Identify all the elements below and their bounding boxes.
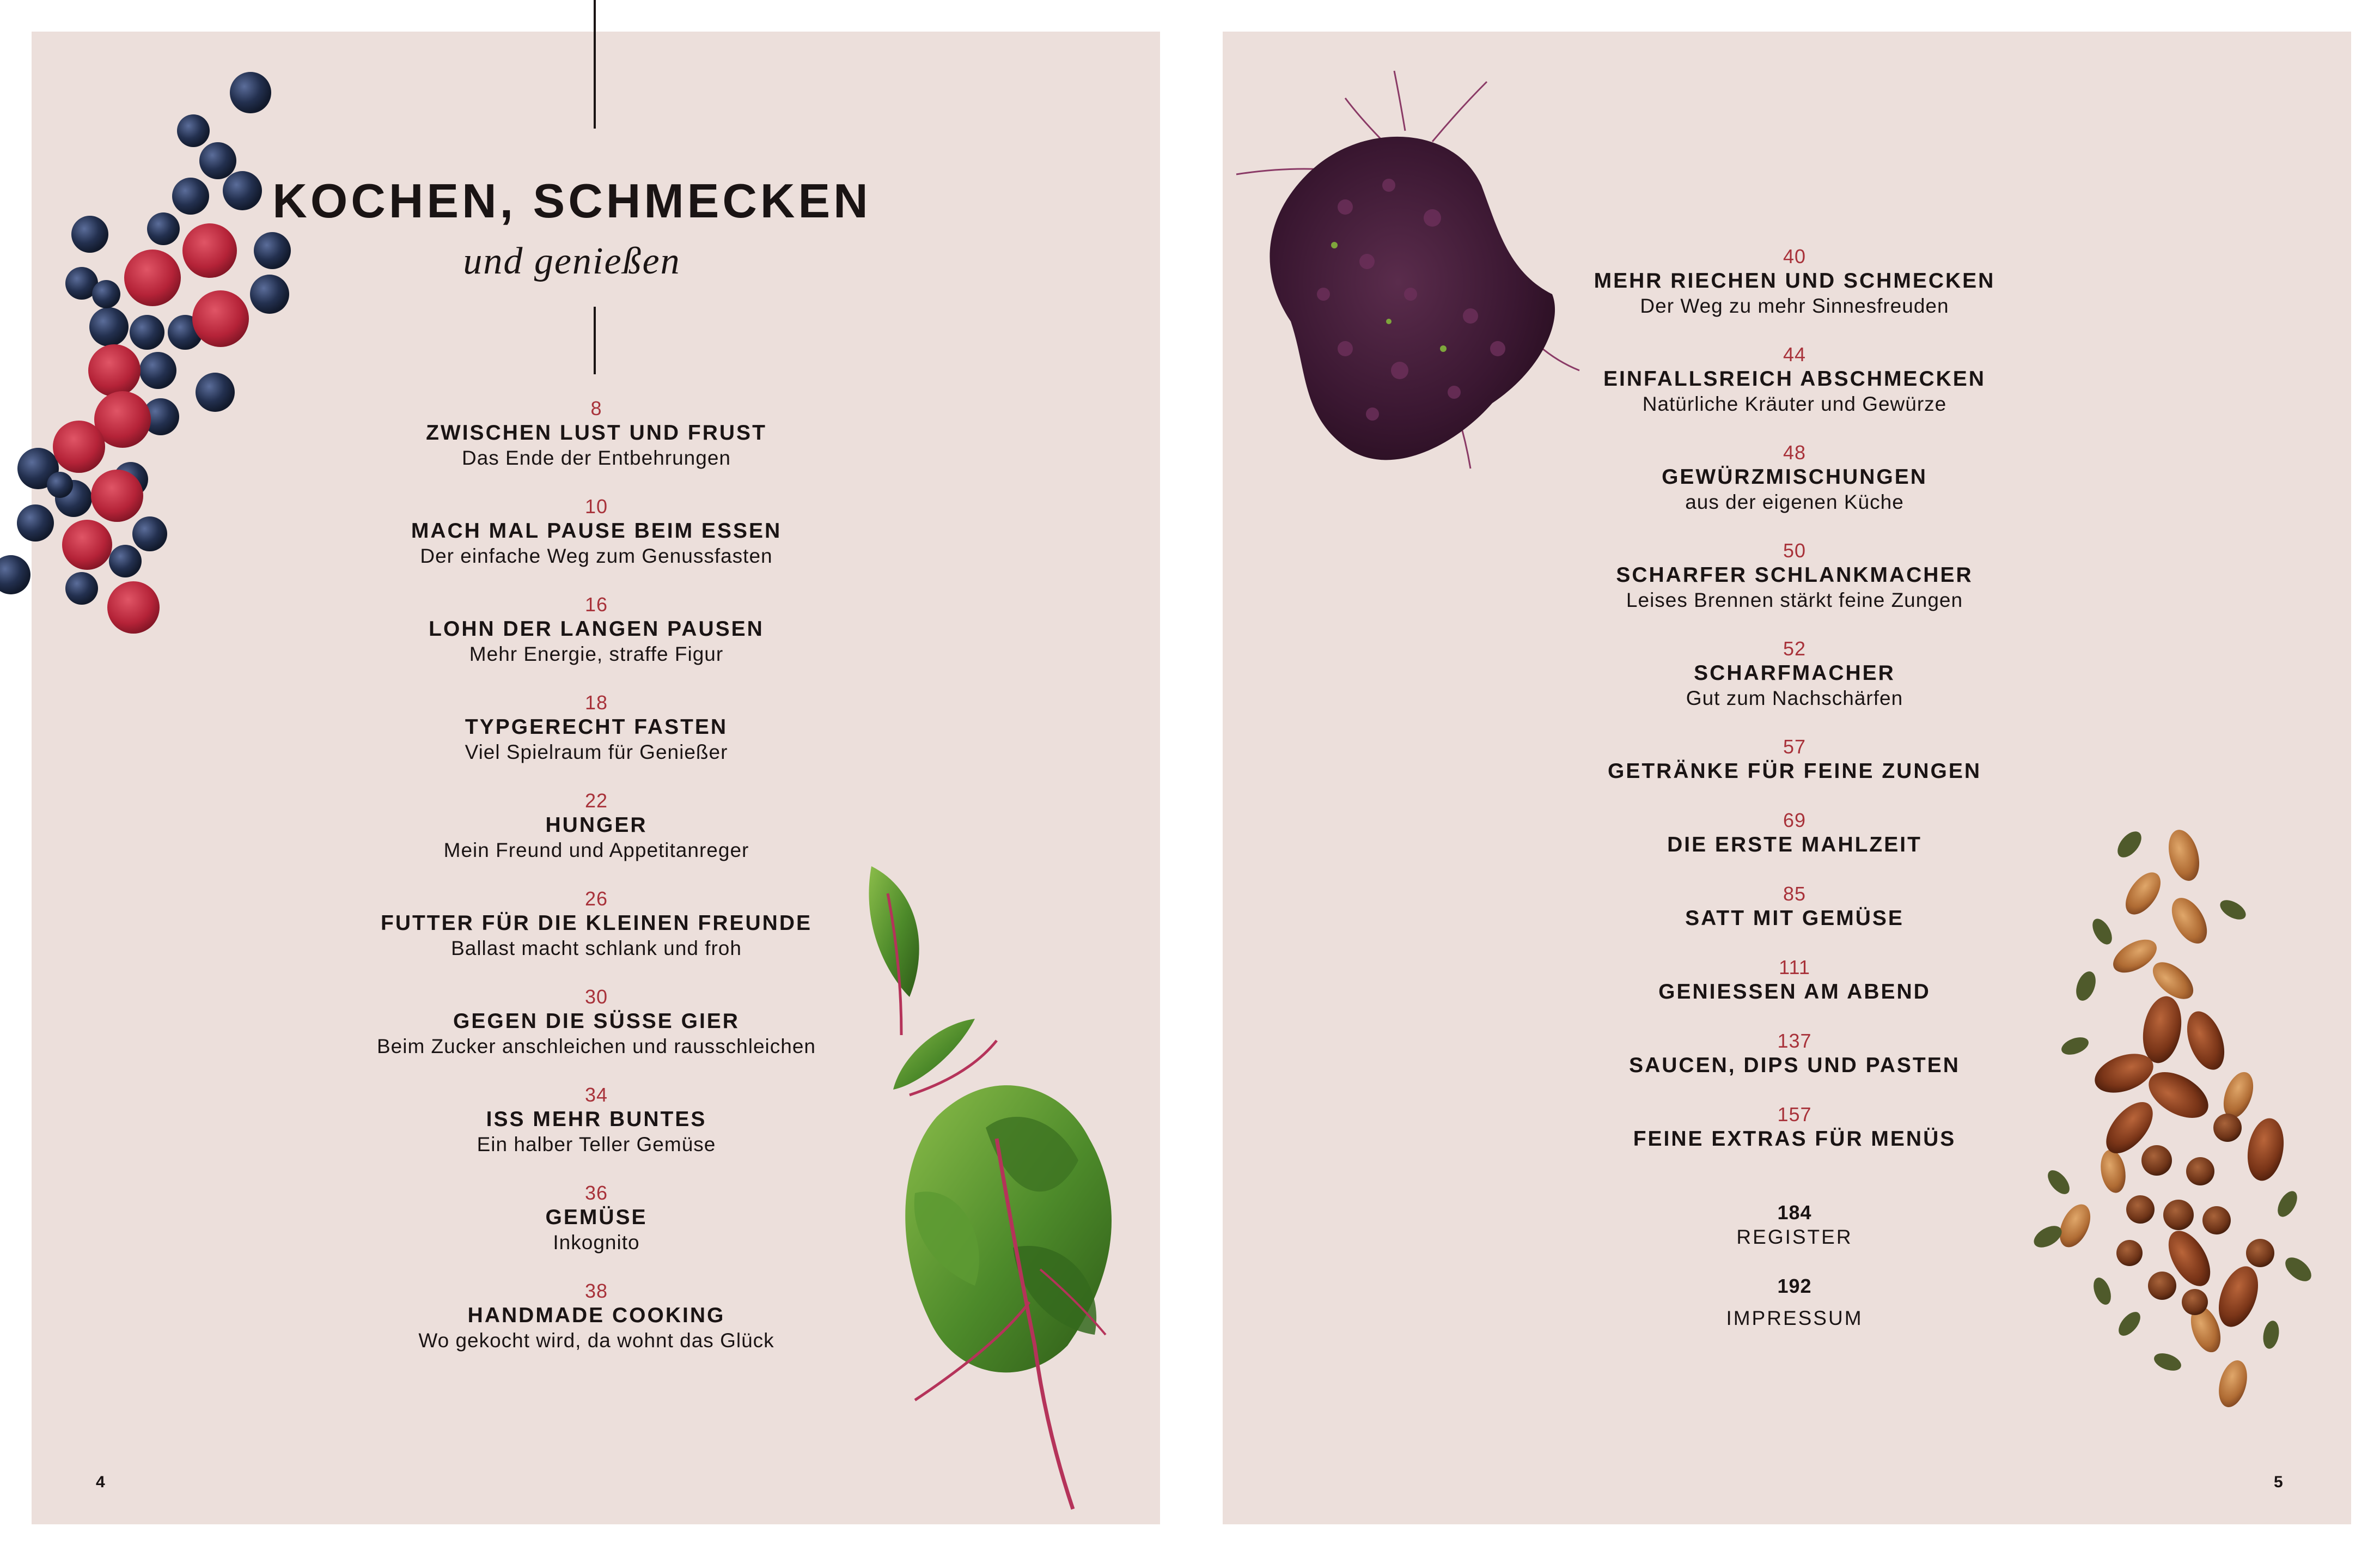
toc-entry[interactable] bbox=[297, 1083, 896, 1157]
berries-image bbox=[0, 65, 338, 659]
toc-page-number: 44 bbox=[1783, 343, 1807, 366]
toc-page-number: 22 bbox=[584, 789, 608, 812]
toc-heading: SCHARFER SCHLANKMACHER bbox=[1616, 563, 1973, 587]
toc-heading: FEINE EXTRAS FÜR MENÜS bbox=[1633, 1127, 1956, 1151]
toc-heading: SATT MIT GEMÜSE bbox=[1685, 907, 1904, 930]
toc-page-number: 34 bbox=[584, 1084, 608, 1106]
toc-subheading: Ballast macht schlank und froh bbox=[451, 937, 742, 959]
toc-heading: REGISTER bbox=[1736, 1226, 1853, 1248]
toc-heading: ZWISCHEN LUST UND FRUST bbox=[426, 421, 767, 445]
toc-entry[interactable] bbox=[297, 691, 896, 765]
toc-heading: TYPGERECHT FASTEN bbox=[465, 715, 728, 739]
toc-page-number: 38 bbox=[584, 1280, 608, 1302]
toc-entry[interactable] bbox=[297, 495, 896, 569]
toc-entry[interactable] bbox=[1495, 1103, 2094, 1152]
toc-page-number: 85 bbox=[1783, 883, 1807, 905]
toc-subheading: Der Weg zu mehr Sinnesfreuden bbox=[1640, 295, 1949, 317]
toc-subheading: Inkognito bbox=[553, 1231, 640, 1254]
toc-entry[interactable] bbox=[297, 397, 896, 471]
toc-page-number: 184 bbox=[1777, 1201, 1812, 1224]
toc-entry[interactable] bbox=[1495, 637, 2094, 711]
toc-entry[interactable] bbox=[1495, 808, 2094, 857]
toc-subheading: Mein Freund und Appetitanreger bbox=[443, 839, 749, 861]
toc-page-number: 48 bbox=[1783, 441, 1807, 464]
toc-heading: GEGEN DIE SÜSSE GIER bbox=[453, 1009, 740, 1033]
toc-page-number: 30 bbox=[584, 986, 608, 1008]
toc-heading: DIE ERSTE MAHLZEIT bbox=[1667, 833, 1922, 856]
toc-heading: MEHR RIECHEN UND SCHMECKEN bbox=[1594, 269, 1995, 293]
toc-heading: GENIESSEN AM ABEND bbox=[1658, 980, 1931, 1003]
toc-page-number: 192 bbox=[1777, 1275, 1812, 1297]
toc-subheading: Natürliche Kräuter und Gewürze bbox=[1642, 393, 1947, 415]
toc-page-number: 69 bbox=[1783, 809, 1807, 831]
page-number-left: 4 bbox=[96, 1473, 105, 1491]
toc-heading: SAUCEN, DIPS UND PASTEN bbox=[1629, 1054, 1960, 1077]
chard-leaves-image bbox=[850, 855, 1155, 1520]
toc-heading: HUNGER bbox=[545, 813, 648, 837]
nuts-and-seeds-image bbox=[2026, 823, 2331, 1416]
toc-subheading: Gut zum Nachschärfen bbox=[1686, 687, 1903, 709]
toc-heading: GEWÜRZMISCHUNGEN bbox=[1662, 465, 1927, 489]
toc-page-number: 52 bbox=[1783, 637, 1807, 660]
toc-page-number: 8 bbox=[590, 397, 602, 419]
title-divider bbox=[594, 307, 596, 374]
toc-page-number: 40 bbox=[1783, 245, 1807, 267]
toc-appendix-entry[interactable] bbox=[1495, 1201, 2094, 1250]
toc-page-number: 18 bbox=[584, 691, 608, 714]
toc-page-number: 10 bbox=[584, 495, 608, 518]
toc-entry[interactable] bbox=[1495, 956, 2094, 1005]
page-subtitle: und genießen bbox=[463, 240, 681, 282]
toc-heading: IMPRESSUM bbox=[1726, 1307, 1863, 1329]
toc-appendix-entry[interactable] bbox=[1495, 1274, 2094, 1331]
toc-subheading: Beim Zucker anschleichen und rausschleichen bbox=[376, 1035, 816, 1057]
toc-entry[interactable] bbox=[1495, 1029, 2094, 1078]
toc-subheading: aus der eigenen Küche bbox=[1685, 491, 1904, 513]
toc-heading: HANDMADE COOKING bbox=[467, 1304, 725, 1327]
toc-heading: ISS MEHR BUNTES bbox=[486, 1108, 707, 1131]
toc-heading: GEMÜSE bbox=[545, 1206, 648, 1229]
toc-subheading: Wo gekocht wird, da wohnt das Glück bbox=[418, 1329, 774, 1352]
toc-heading: GETRÄNKE FÜR FEINE ZUNGEN bbox=[1607, 759, 1981, 783]
toc-entry[interactable] bbox=[1495, 735, 2094, 784]
toc-page-number: 36 bbox=[584, 1182, 608, 1204]
toc-entry[interactable] bbox=[297, 789, 896, 863]
toc-entry[interactable] bbox=[1495, 882, 2094, 931]
toc-entry[interactable] bbox=[297, 887, 896, 961]
toc-entry[interactable] bbox=[297, 593, 896, 667]
toc-page-number: 26 bbox=[584, 887, 608, 910]
toc-subheading: Mehr Energie, straffe Figur bbox=[469, 643, 724, 665]
page-title: KOCHEN, SCHMECKEN bbox=[272, 174, 871, 228]
page-number-right: 5 bbox=[2274, 1473, 2283, 1491]
toc-entry[interactable] bbox=[1495, 539, 2094, 613]
toc-page-number: 50 bbox=[1783, 539, 1807, 562]
top-rule bbox=[594, 0, 596, 129]
toc-subheading: Viel Spielraum für Genießer bbox=[465, 741, 728, 763]
toc-subheading: Ein halber Teller Gemüse bbox=[477, 1133, 716, 1155]
toc-heading: FUTTER FÜR DIE KLEINEN FREUNDE bbox=[381, 911, 812, 935]
toc-entry[interactable] bbox=[297, 1181, 896, 1255]
toc-page-number: 57 bbox=[1783, 735, 1807, 758]
toc-heading: LOHN DER LANGEN PAUSEN bbox=[429, 617, 764, 641]
toc-heading: SCHARFMACHER bbox=[1694, 661, 1895, 685]
toc-page-number: 16 bbox=[584, 593, 608, 616]
toc-subheading: Der einfache Weg zum Genussfasten bbox=[420, 545, 773, 567]
toc-page-number: 157 bbox=[1777, 1103, 1812, 1126]
red-cress-image bbox=[1225, 65, 1607, 490]
toc-subheading: Das Ende der Entbehrungen bbox=[461, 447, 731, 469]
toc-entry[interactable] bbox=[297, 1279, 896, 1353]
toc-heading: MACH MAL PAUSE BEIM ESSEN bbox=[411, 519, 782, 543]
toc-page-number: 111 bbox=[1779, 956, 1810, 978]
toc-page-number: 137 bbox=[1777, 1030, 1812, 1052]
toc-subheading: Leises Brennen stärkt feine Zungen bbox=[1626, 589, 1963, 611]
toc-entry[interactable] bbox=[297, 985, 896, 1059]
toc-heading: EINFALLSREICH ABSCHMECKEN bbox=[1603, 367, 1986, 391]
